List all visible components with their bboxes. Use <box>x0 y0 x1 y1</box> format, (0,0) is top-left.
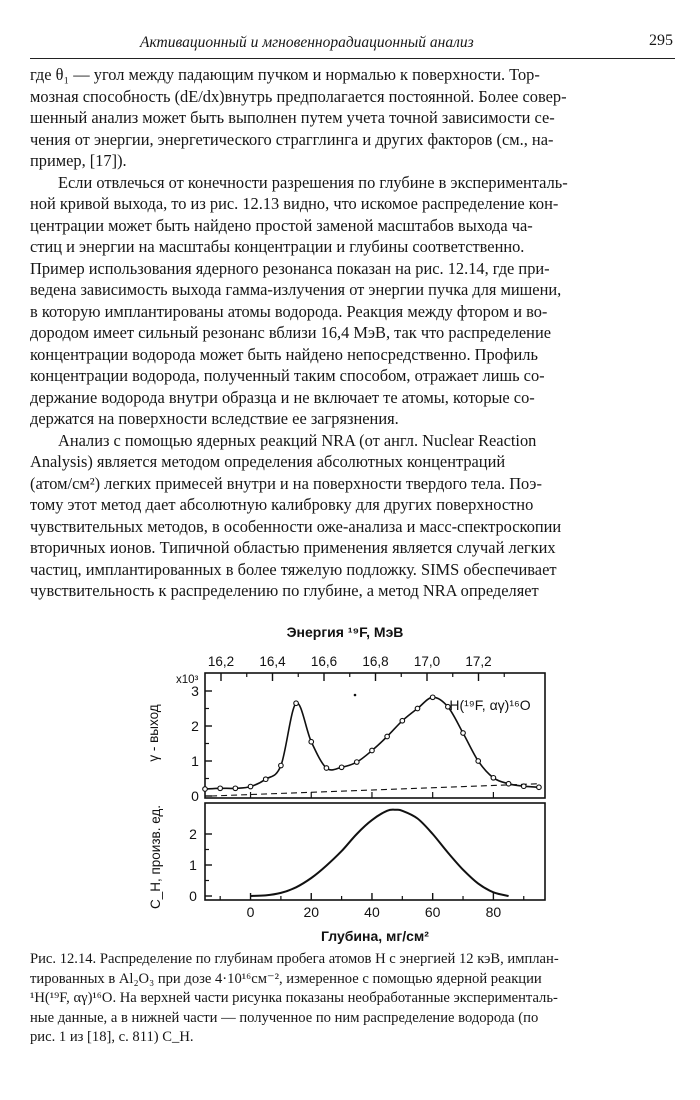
data-point <box>521 784 526 789</box>
background-dashed-line <box>211 784 539 796</box>
bottom-y-tick-label: 1 <box>189 857 197 873</box>
data-point <box>506 781 511 786</box>
text-line: стиц и энергии на масштабы концентрации и глубины соответственно. <box>30 237 525 256</box>
text-line: частиц, имплантированных в более тяжелую подложку. SIMS обеспечивает <box>30 559 557 579</box>
top-tick-label: 16,6 <box>310 654 338 669</box>
data-point <box>309 739 314 744</box>
caption-line: тированных в Al₂O₃ при дозе 4·10¹⁶см⁻², измеренное с помощью ядерной реакции <box>30 970 542 987</box>
text-line: мозная способность (dE/dx)внутрь предполагается постоянной. Более совер- <box>30 86 567 106</box>
bottom-y-axis-title: C_H, произв. ед. <box>148 804 163 910</box>
data-point <box>385 734 390 739</box>
data-point <box>248 784 253 789</box>
top-tick-label: 16,4 <box>259 654 286 669</box>
data-point <box>370 748 375 753</box>
caption-line: Рис. 12.14. Распределение по глубинам пробега атомов H с энергией 12 кэВ, имплан- <box>30 951 559 967</box>
text-line: пример, [17]). <box>30 151 127 170</box>
text-line: Пример использования ядерного резонанса показан на рис. 12.14, где при- <box>30 258 550 278</box>
top-tick-label: 16,8 <box>362 654 389 669</box>
paragraph <box>30 64 675 172</box>
text-line: ведена зависимость выхода гамма-излучения от энергии пучка для мишени, <box>30 280 562 299</box>
text-line: шенный анализ может быть выполнен путем учета точной зависимости се- <box>30 108 555 127</box>
figure-12-14 <box>0 615 700 950</box>
text-line: Если отвлечься от конечности разрешения по глубине в эксперименталь- <box>58 172 568 192</box>
data-point <box>461 731 466 736</box>
bottom-x-tick-label: 80 <box>485 904 502 920</box>
top-y-axis-title: γ - выход <box>146 704 161 762</box>
stray-dot <box>354 694 357 697</box>
bottom-x-axis-title: Глубина, мг/см² <box>321 928 429 944</box>
top-y-tick-label: 1 <box>191 753 199 769</box>
text-line: (атом/см²) легких примесей внутри и на поверхности твердого тела. Поэ- <box>30 473 542 493</box>
figure-svg <box>0 615 700 950</box>
paragraph <box>30 430 675 602</box>
running-title: Активационный и мгновенноpадиационный анализ <box>140 34 474 51</box>
text-line: дородом имеет сильный резонанс вблизи 16,4 МэВ, так что распределение <box>30 323 551 342</box>
data-point <box>203 787 208 792</box>
page-number: 295 <box>649 32 673 49</box>
text-line: ной кривой выхода, то из рис. 12.13 видно, что искомое распределение кон- <box>30 194 559 213</box>
data-point <box>233 786 238 791</box>
text-line: концентрации водорода может быть найдено непосредственно. Профиль <box>30 344 538 364</box>
top-y-tick-label: 0 <box>191 788 199 804</box>
text-line: центрации может быть найдено простой заменой масштабов выхода ча- <box>30 215 533 235</box>
caption-line: рис. 1 из [18], с. 811) C_H. <box>30 1029 194 1045</box>
text-line: чения от энергии, энергетического страгглинга и других факторов (см., на- <box>30 129 554 149</box>
text-line: в которую имплантированы атомы водорода. Реакция между фтором и во- <box>30 301 548 321</box>
caption-line: ¹H(¹⁹F, αγ)¹⁶O. На верхней части рисунка показаны необработанные эксперименталь- <box>30 990 558 1006</box>
top-y-tick-label: 2 <box>191 718 199 734</box>
text-line: Анализ с помощью ядерных реакций NRA (от англ. Nuclear Reaction <box>58 430 537 450</box>
text-line: Analysis) является методом определения абсолютных концентраций <box>30 452 506 471</box>
top-tick-label: 17,0 <box>413 654 441 669</box>
paragraph <box>30 172 675 430</box>
data-point <box>294 701 299 706</box>
data-point <box>279 763 284 768</box>
bottom-x-tick-label: 20 <box>303 904 320 920</box>
reaction-annotation: H(¹⁹F, αγ)¹⁶O <box>449 697 531 713</box>
top-y-tick-label: 3 <box>191 683 199 699</box>
data-point <box>491 776 496 781</box>
running-header <box>30 30 675 59</box>
data-point <box>263 777 268 782</box>
text-line: чувствительных методов, в особенности оже-анализа и масс-спектроскопии <box>30 516 562 536</box>
y-multiplier: x10³ <box>176 674 199 686</box>
data-point <box>354 760 359 765</box>
figure-caption <box>30 950 675 1048</box>
data-point <box>415 706 420 711</box>
data-point <box>476 759 481 764</box>
body-text <box>30 64 675 602</box>
text-line: где θ₁ — угол между падающим пучком и нормалью к поверхности. Тор- <box>30 65 540 84</box>
data-point <box>339 765 344 770</box>
top-tick-label: 17,2 <box>465 654 492 669</box>
bottom-x-tick-label: 0 <box>246 904 255 920</box>
text-line: тому этот метод дает абсолютную калибровку для других поверхностно <box>30 495 534 514</box>
data-point <box>430 695 435 700</box>
caption-line: ные данные, а в нижней части — полученное по ним распределение водорода (по <box>30 1009 539 1026</box>
bottom-y-tick-label: 2 <box>189 826 197 842</box>
data-point <box>537 785 542 790</box>
text-line: держатся на поверхности вследствие ее загрязнения. <box>30 409 399 428</box>
text-line: концентрации водорода, полученный таким способом, отражает лишь со- <box>30 366 545 385</box>
text-line: держание водорода внутри образца и не включает те атомы, которые со- <box>30 387 535 407</box>
data-point <box>218 786 223 791</box>
data-point <box>324 766 329 771</box>
data-point <box>400 718 405 723</box>
top-axis-title: Энергия ¹⁹F, МэВ <box>286 624 404 640</box>
concentration-curve <box>251 810 509 896</box>
text-line: чувствительность к распределению по глубине, а метод NRA определяет <box>30 581 539 600</box>
text-line: вторичных ионов. Типичной областью применения является случай легких <box>30 538 556 557</box>
bottom-x-tick-label: 60 <box>424 904 441 920</box>
top-tick-label: 16,2 <box>207 654 235 669</box>
bottom-x-tick-label: 40 <box>364 904 380 920</box>
bottom-y-tick-label: 0 <box>189 888 197 904</box>
